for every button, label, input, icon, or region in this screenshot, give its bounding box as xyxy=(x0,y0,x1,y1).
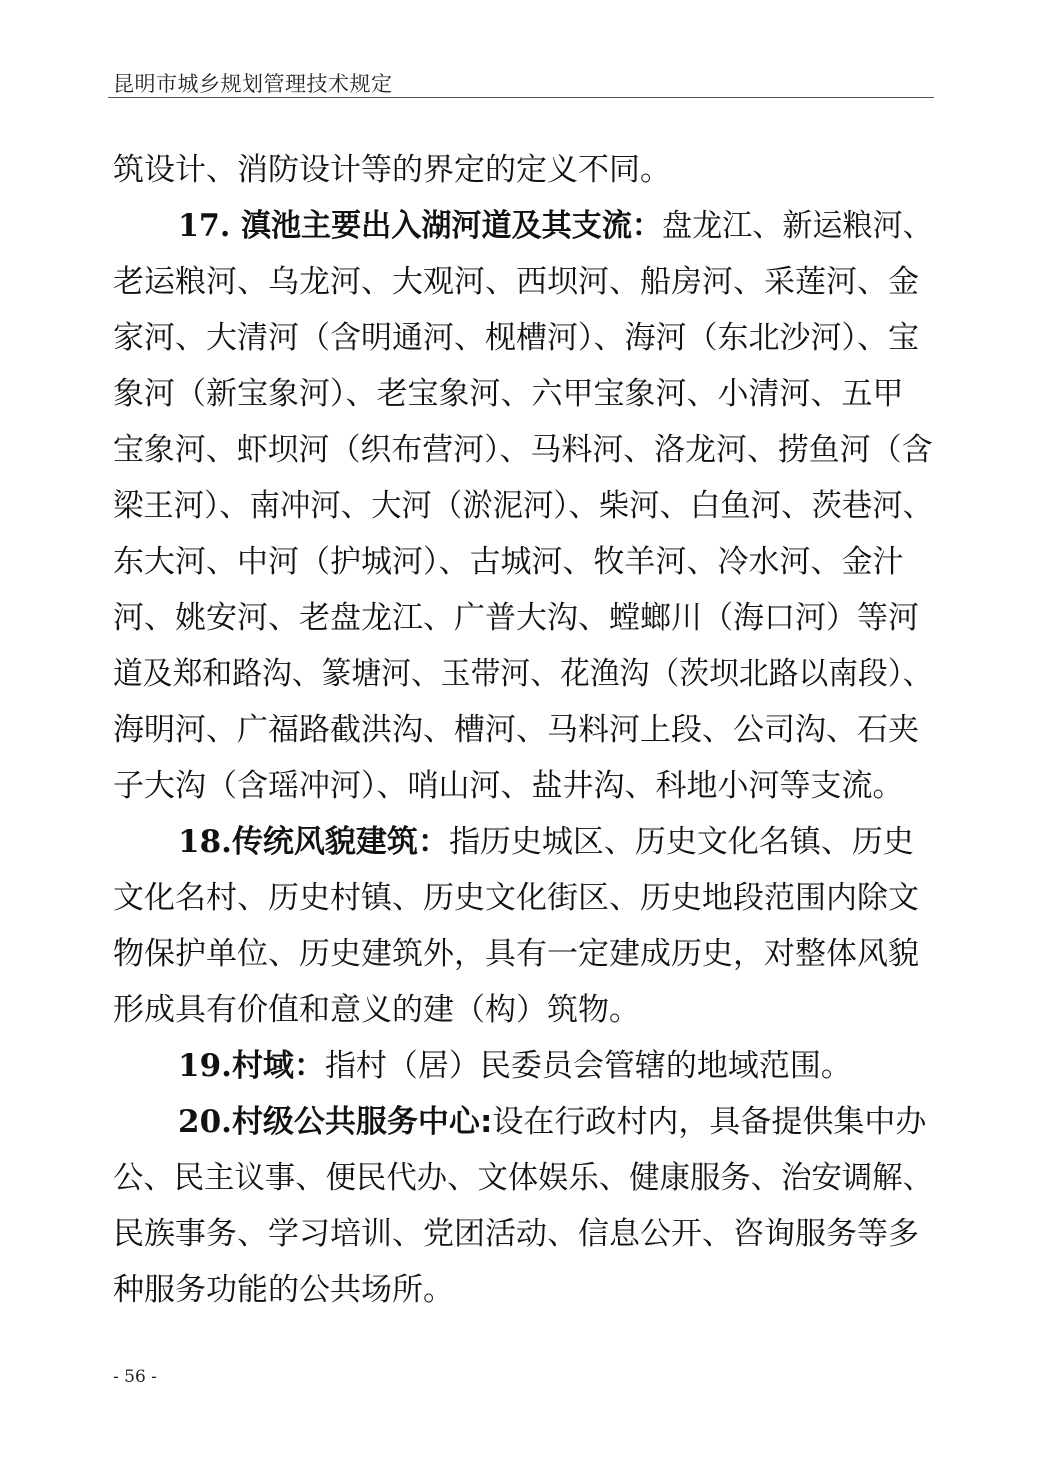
definition-19-colon: ： xyxy=(293,1048,325,1084)
definition-18-line-4: 形成具有价值和意义的建（构）筑物。 xyxy=(113,992,640,1028)
definition-17-colon: ： xyxy=(631,208,662,244)
definition-18-number: 18. xyxy=(178,824,232,860)
definition-20-line-1 xyxy=(178,1102,933,1142)
definition-17-line-1 xyxy=(178,206,933,246)
page-number: - 56 - xyxy=(113,1367,157,1387)
definition-19-text: 指村（居）民委员会管辖的地域范围。 xyxy=(324,1048,852,1084)
definition-20-number: 20. xyxy=(178,1104,232,1140)
definition-18-line-3: 物保护单位、历史建筑外，具有一定建成历史，对整体风貌 xyxy=(113,936,919,972)
definition-18-line-1 xyxy=(178,822,933,862)
definition-19-term xyxy=(178,1048,325,1084)
definition-20-colon: : xyxy=(479,1104,493,1140)
definition-17-line-4: 象河（新宝象河）、老宝象河、六甲宝象河、小清河、五甲 xyxy=(113,376,904,412)
definition-20-line-3: 民族事务、学习培训、党团活动、信息公开、咨询服务等多 xyxy=(113,1216,919,1252)
definition-20-line-2: 公、民主议事、便民代办、文体娱乐、健康服务、治安调解、 xyxy=(113,1160,933,1196)
definition-19-number: 19. xyxy=(178,1048,232,1084)
running-header: 昆明市城乡规划管理技术规定 xyxy=(113,72,393,96)
continuation-line: 筑设计、消防设计等的界定的定义不同。 xyxy=(113,152,671,188)
definition-17-number: 17. xyxy=(178,208,231,244)
definition-17-line-11: 子大沟（含瑶冲河）、哨山河、盐井沟、科地小河等支流。 xyxy=(113,768,904,804)
definition-18-term xyxy=(178,824,449,860)
definition-17-term xyxy=(178,208,662,244)
definition-17-term-text: 滇池主要出入湖河道及其支流 xyxy=(240,208,632,244)
definition-17-text: 盘龙江、新运粮河、 xyxy=(661,208,933,244)
definition-17-line-8: 河、姚安河、老盘龙江、广普大沟、螳螂川（海口河）等河 xyxy=(113,600,919,636)
definition-19-line-1 xyxy=(178,1046,933,1086)
definition-20-term-text: 村级公共服务中心 xyxy=(231,1104,480,1140)
definition-18-colon: ： xyxy=(417,824,449,860)
definition-17-line-6: 梁王河）、南冲河、大河（淤泥河）、柴河、白鱼河、茨巷河、 xyxy=(113,488,933,524)
definition-17-line-2: 老运粮河、乌龙河、大观河、西坝河、船房河、采莲河、金 xyxy=(113,264,919,300)
definition-20-line-4: 种服务功能的公共场所。 xyxy=(113,1272,454,1308)
definition-17-line-3: 家河、大清河（含明通河、枧槽河）、海河（东北沙河）、宝 xyxy=(113,320,919,356)
definition-20-text: 设在行政村内，具备提供集中办 xyxy=(492,1104,927,1140)
definition-17-line-5: 宝象河、虾坝河（织布营河）、马料河、洛龙河、捞鱼河（含 xyxy=(113,432,933,468)
definition-17-line-7: 东大河、中河（护城河）、古城河、牧羊河、冷水河、金汁 xyxy=(113,544,904,580)
header-rule xyxy=(108,97,934,98)
definition-17-line-9: 道及郑和路沟、篆塘河、玉带河、花渔沟（茨坝北路以南段）、 xyxy=(113,656,933,692)
definition-19-term-text: 村域 xyxy=(231,1048,294,1084)
definition-18-line-2: 文化名村、历史村镇、历史文化街区、历史地段范围内除文 xyxy=(113,880,919,916)
definition-17-line-10: 海明河、广福路截洪沟、槽河、马料河上段、公司沟、石夹 xyxy=(113,712,919,748)
definition-18-text: 指历史城区、历史文化名镇、历史 xyxy=(448,824,914,860)
definition-20-term xyxy=(178,1104,492,1140)
definition-18-term-text: 传统风貌建筑 xyxy=(231,824,418,860)
